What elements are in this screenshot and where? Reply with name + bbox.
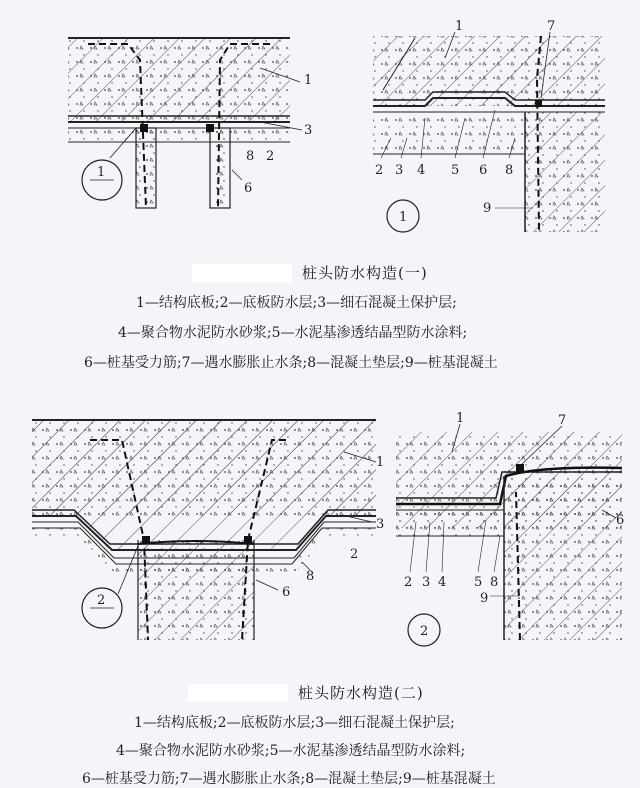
figure2-legend-line-1: 1—结构底板;2—底板防水层;3—细石混凝土保护层; — [134, 715, 455, 731]
figure1-left-label-2: 2 — [266, 149, 275, 164]
figure2-right-label-8: 8 — [490, 575, 499, 590]
figure2-left-label-2: 2 — [350, 547, 359, 562]
figure1-left-label-8: 8 — [246, 149, 255, 164]
figure2-right-drawing — [390, 412, 630, 652]
figure1-left-label-1: 1 — [304, 73, 313, 88]
figure1-right-label-2: 2 — [375, 163, 384, 178]
figure2-right-label-6: 6 — [616, 513, 625, 528]
figure1-legend-line-3: 6—桩基受力筋;7—遇水膨胀止水条;8—混凝土垫层;9—桩基混凝土 — [84, 355, 498, 371]
figure1-title: 桩头防水构造(一) — [302, 264, 428, 282]
figure1-right-detail-mark: 1 — [399, 210, 408, 225]
figure1-left-detail-mark: 1 — [97, 165, 106, 180]
figure2-legend-line-2: 4—聚合物水泥防水砂浆;5—水泥基渗透结晶型防水涂料; — [116, 743, 466, 759]
figure2-right-label-7: 7 — [558, 413, 567, 428]
figure1-title-redaction — [192, 264, 292, 282]
figure1-left-label-3: 3 — [304, 123, 313, 138]
figure1-right-label-1: 1 — [455, 19, 464, 34]
figure2-right-label-1: 1 — [456, 411, 465, 426]
figure2-right-detail-mark: 2 — [420, 624, 429, 639]
figure2-left-drawing — [26, 412, 386, 642]
figure2-title-redaction — [188, 684, 288, 702]
figure2-left-label-1: 1 — [376, 455, 385, 470]
figure1-legend-line-1: 1—结构底板;2—底板防水层;3—细石混凝土保护层; — [136, 295, 457, 311]
figure1-legend-line-2: 4—聚合物水泥防水砂浆;5—水泥基渗透结晶型防水涂料; — [118, 325, 468, 341]
figure1-left-drawing — [60, 30, 313, 220]
figure1-right-label-8: 8 — [505, 163, 514, 178]
figure1-right-drawing — [365, 18, 615, 243]
figure2-left-detail-mark: 2 — [97, 593, 106, 608]
figure1-right-label-3: 3 — [395, 163, 404, 178]
figure2-legend-line-3: 6—桩基受力筋;7—遇水膨胀止水条;8—混凝土垫层;9—桩基混凝土 — [82, 771, 496, 787]
figure2-right-label-9: 9 — [480, 591, 489, 606]
figure2-left-label-6: 6 — [282, 585, 291, 600]
figure2-right-label-4: 4 — [438, 575, 447, 590]
figure2-title: 桩头防水构造(二) — [298, 684, 424, 702]
figure1-right-label-9: 9 — [483, 201, 492, 216]
figure1-right-label-6: 6 — [479, 163, 488, 178]
figure2-right-label-2: 2 — [404, 575, 413, 590]
figure2-left-label-8: 8 — [306, 569, 315, 584]
figure2-right-label-5: 5 — [474, 575, 483, 590]
figure1-right-label-5: 5 — [451, 163, 460, 178]
figure2-left-label-3: 3 — [376, 517, 385, 532]
figure2-right-label-3: 3 — [422, 575, 431, 590]
figure1-left-label-6: 6 — [244, 181, 253, 196]
figure1-right-label-4: 4 — [417, 163, 426, 178]
figure1-right-label-7: 7 — [547, 19, 556, 34]
